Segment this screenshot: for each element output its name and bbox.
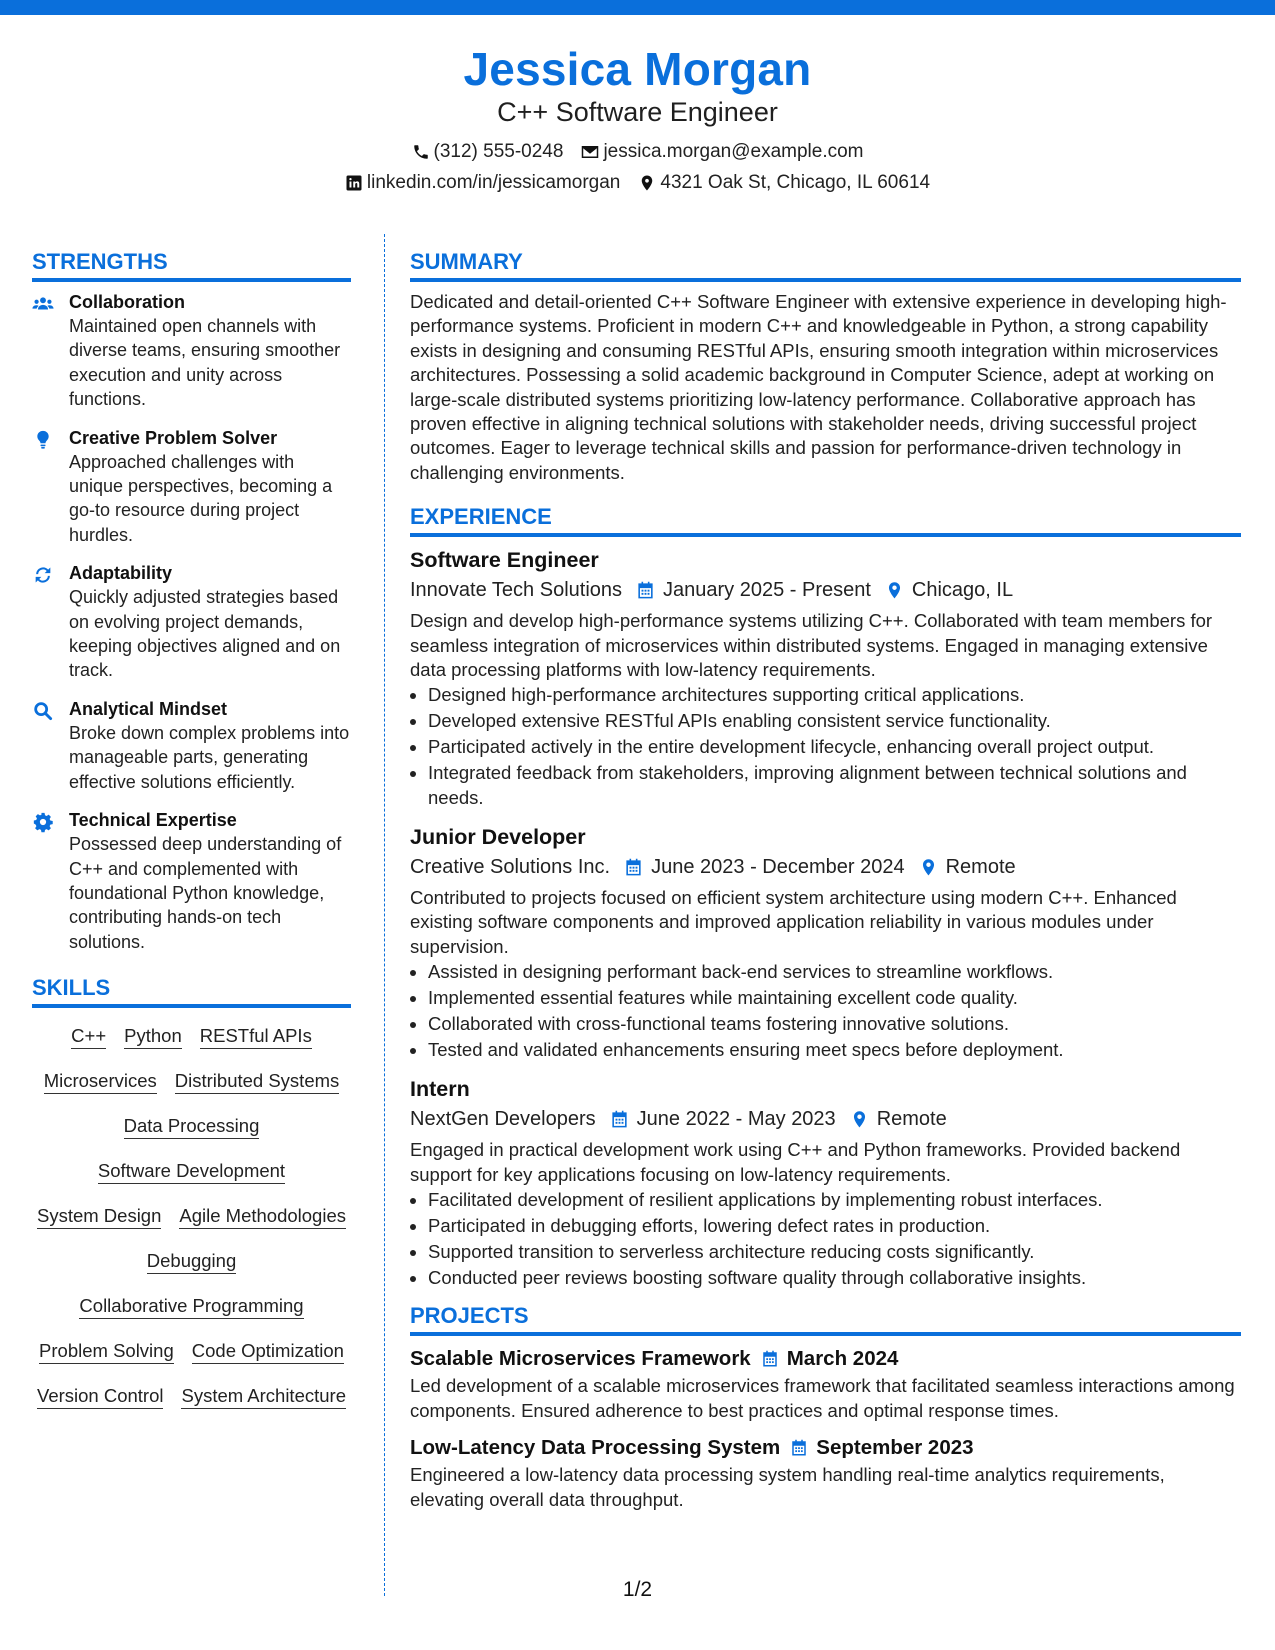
job-bullets — [410, 1188, 1241, 1290]
project-entry — [410, 1344, 1241, 1423]
project-title: Scalable Microservices Framework — [410, 1347, 751, 1371]
summary-heading: SUMMARY — [410, 248, 1241, 282]
map-marker-icon — [919, 858, 938, 877]
map-marker-icon — [850, 1110, 869, 1129]
contact-linkedin[interactable] — [345, 171, 620, 195]
candidate-title: C++ Software Engineer — [497, 97, 778, 127]
job-bullet: • Collaborated with cross-functional teams fostering innovative solutions. — [428, 1012, 1241, 1036]
project-description: Engineered a low-latency data processing system handling real-time analytics requirements, elevating overall data throughput. — [410, 1464, 1165, 1510]
strength-desc: Possessed deep understanding of C++ and complemented with foundational Python knowledge, contributing hands-on tech solutions. — [69, 834, 342, 952]
job-entry — [410, 545, 1241, 810]
strength-item — [32, 697, 351, 794]
strength-desc: Maintained open channels with diverse teams, ensuring smoother execution and unity across functions. — [69, 316, 341, 410]
job-bullet: • Designed high-performance architectures supporting critical applications. — [428, 683, 1241, 707]
calendar-icon — [790, 1439, 808, 1457]
job-location: Chicago, IL — [911, 579, 1014, 602]
search-icon — [32, 700, 54, 722]
skill-tag: Version Control — [37, 1384, 163, 1409]
job-bullet: • Assisted in designing performant back-end services to streamline workflows. — [428, 960, 1241, 984]
skill-tag: Python — [124, 1024, 182, 1049]
job-bullets — [410, 960, 1241, 1062]
strength-desc: Quickly adjusted strategies based on evolving project demands, keeping objectives aligned and on track. — [69, 587, 341, 681]
job-title: Junior Developer — [410, 825, 586, 849]
email-text: jessica.morgan@example.com — [603, 141, 864, 162]
lightbulb-icon — [32, 429, 54, 451]
contact-row-1 — [0, 140, 1275, 164]
job-description: Engaged in practical development work using C++ and Python frameworks. Provided backend support for key applications focusing on low-latency requirements. — [410, 1139, 1181, 1185]
skills-heading: SKILLS — [32, 974, 351, 1008]
calendar-icon — [636, 581, 655, 600]
contact-row-2 — [0, 171, 1275, 195]
linkedin-icon — [345, 174, 363, 192]
address-text: 4321 Oak St, Chicago, IL 60614 — [660, 172, 931, 193]
project-date: March 2024 — [786, 1347, 899, 1371]
contact-phone[interactable] — [412, 140, 564, 164]
projects-heading: PROJECTS — [410, 1302, 1241, 1336]
phone-text: (312) 555-0248 — [433, 141, 564, 162]
calendar-icon — [610, 1110, 629, 1129]
strengths-heading: STRENGTHS — [32, 248, 351, 282]
project-title: Low-Latency Data Processing System — [410, 1436, 781, 1460]
skill-tag: Software Development — [98, 1159, 285, 1184]
skill-tag: Data Processing — [124, 1114, 260, 1139]
job-bullet: • Implemented essential features while maintaining excellent code quality. — [428, 986, 1241, 1010]
map-marker-icon — [638, 174, 656, 192]
contact-email[interactable] — [581, 140, 863, 164]
project-title-row — [410, 1433, 1241, 1463]
job-title: Intern — [410, 1077, 470, 1102]
calendar-icon — [624, 858, 643, 877]
skill-tag: System Design — [37, 1204, 161, 1229]
strength-item — [32, 426, 351, 548]
job-description: Contributed to projects focused on efficient system architecture using modern C++. Enhanced existing software components and improved application reliability in various modules under supervision. — [410, 887, 1177, 957]
job-bullets — [410, 683, 1241, 810]
job-bullet: • Integrated feedback from stakeholders, improving alignment between technical solutions and needs. — [428, 761, 1241, 810]
right-column — [410, 248, 1241, 1522]
job-meta — [410, 1104, 1241, 1134]
project-entry — [410, 1433, 1241, 1512]
job-meta — [410, 852, 1241, 882]
phone-icon — [412, 143, 430, 161]
contact-address — [638, 171, 930, 195]
job-location: Remote — [945, 856, 1016, 878]
project-title-row — [410, 1344, 1241, 1374]
resume-header — [0, 42, 1275, 195]
envelope-icon — [581, 143, 599, 161]
job-company: Innovate Tech Solutions — [410, 579, 623, 602]
job-bullet: • Participated in debugging efforts, lowering defect rates in production. — [428, 1214, 1241, 1238]
job-description: Design and develop high-performance systems utilizing C++. Collaborated with team members for seamless integration of microservices within distributed systems. Engaged in managing extensive data processing platforms with low-latency requirements. — [410, 610, 1213, 681]
experience-heading: EXPERIENCE — [410, 503, 1241, 537]
job-company: Creative Solutions Inc. — [410, 856, 611, 878]
skill-tag: RESTful APIs — [200, 1024, 312, 1049]
job-dates: June 2023 - December 2024 — [651, 856, 905, 878]
strength-item — [32, 290, 351, 412]
calendar-icon — [761, 1350, 779, 1368]
skill-tag: System Architecture — [181, 1384, 346, 1409]
job-bullet: • Participated actively in the entire development lifecycle, enhancing overall project output. — [428, 735, 1241, 759]
job-entry — [410, 822, 1241, 1062]
sync-icon — [32, 564, 54, 586]
job-dates: January 2025 - Present — [663, 579, 871, 602]
job-title: Software Engineer — [410, 548, 599, 573]
job-bullet: • Tested and validated enhancements ensuring meet specs before deployment. — [428, 1038, 1241, 1062]
strength-title: Collaboration — [69, 292, 185, 312]
job-dates: June 2022 - May 2023 — [636, 1108, 836, 1131]
project-description: Led development of a scalable microservices framework that facilitated seamless interactions among components. Ensured adherence to best practices and optimal response times. — [410, 1375, 1235, 1421]
skill-tag: C++ — [71, 1024, 106, 1049]
job-location: Remote — [876, 1108, 947, 1131]
candidate-name: Jessica Morgan — [463, 43, 812, 95]
page-number: 1/2 — [622, 1578, 653, 1601]
strength-title: Creative Problem Solver — [69, 427, 278, 448]
job-bullet: • Developed extensive RESTful APIs enabling consistent service functionality. — [428, 709, 1241, 733]
summary-text: Dedicated and detail-oriented C++ Software Engineer with extensive experience in developing high-performance systems. Proficient in modern C++ and knowledgeable in Python, a strong capability exists in designing and consuming RESTful APIs, ensuring smooth integration within microservices architectures. Possessing a solid academic background in Computer Science, adept at working on large-scale distributed systems prioritizing low-latency performance. Collaborative approach has proven effective in aligning technical solutions with stakeholder needs, driving successful project outcomes. Eager to leverage technical skills and passion for performance-driven technology in challenging environments. — [410, 291, 1227, 483]
skill-tag: Microservices — [44, 1069, 157, 1094]
skill-tag: Debugging — [147, 1249, 237, 1274]
strength-desc: Approached challenges with unique perspectives, becoming a go-to resource during project hurdles. — [69, 451, 333, 545]
job-meta — [410, 575, 1241, 605]
skill-tag: Distributed Systems — [175, 1069, 340, 1094]
users-icon — [32, 293, 54, 315]
skill-tag: Agile Methodologies — [179, 1204, 346, 1229]
skills-list — [32, 1016, 351, 1409]
strength-item — [32, 808, 351, 954]
linkedin-text: linkedin.com/in/jessicamorgan — [366, 172, 621, 193]
job-entry — [410, 1074, 1241, 1290]
job-bullet: • Facilitated development of resilient applications by implementing robust interfaces. — [428, 1188, 1241, 1212]
left-column — [32, 248, 351, 1439]
strengths-list — [32, 290, 351, 954]
skill-tag: Code Optimization — [192, 1339, 344, 1364]
project-date: September 2023 — [816, 1436, 974, 1460]
strength-desc: Broke down complex problems into manageable parts, generating effective solutions efficiently. — [69, 722, 350, 792]
strength-title: Technical Expertise — [69, 810, 237, 831]
map-marker-icon — [885, 581, 904, 600]
job-bullet: • Conducted peer reviews boosting software quality through collaborative insights. — [428, 1266, 1241, 1290]
skill-tag: Problem Solving — [39, 1339, 174, 1364]
skill-tag: Collaborative Programming — [79, 1294, 303, 1319]
strength-title: Analytical Mindset — [69, 698, 228, 719]
column-divider — [384, 234, 385, 1596]
top-accent-bar — [0, 0, 1275, 15]
job-bullet: • Supported transition to serverless architecture reducing costs significantly. — [428, 1240, 1241, 1264]
job-company: NextGen Developers — [410, 1108, 596, 1131]
gear-icon — [32, 811, 54, 833]
strength-item — [32, 561, 351, 683]
strength-title: Adaptability — [69, 563, 173, 584]
